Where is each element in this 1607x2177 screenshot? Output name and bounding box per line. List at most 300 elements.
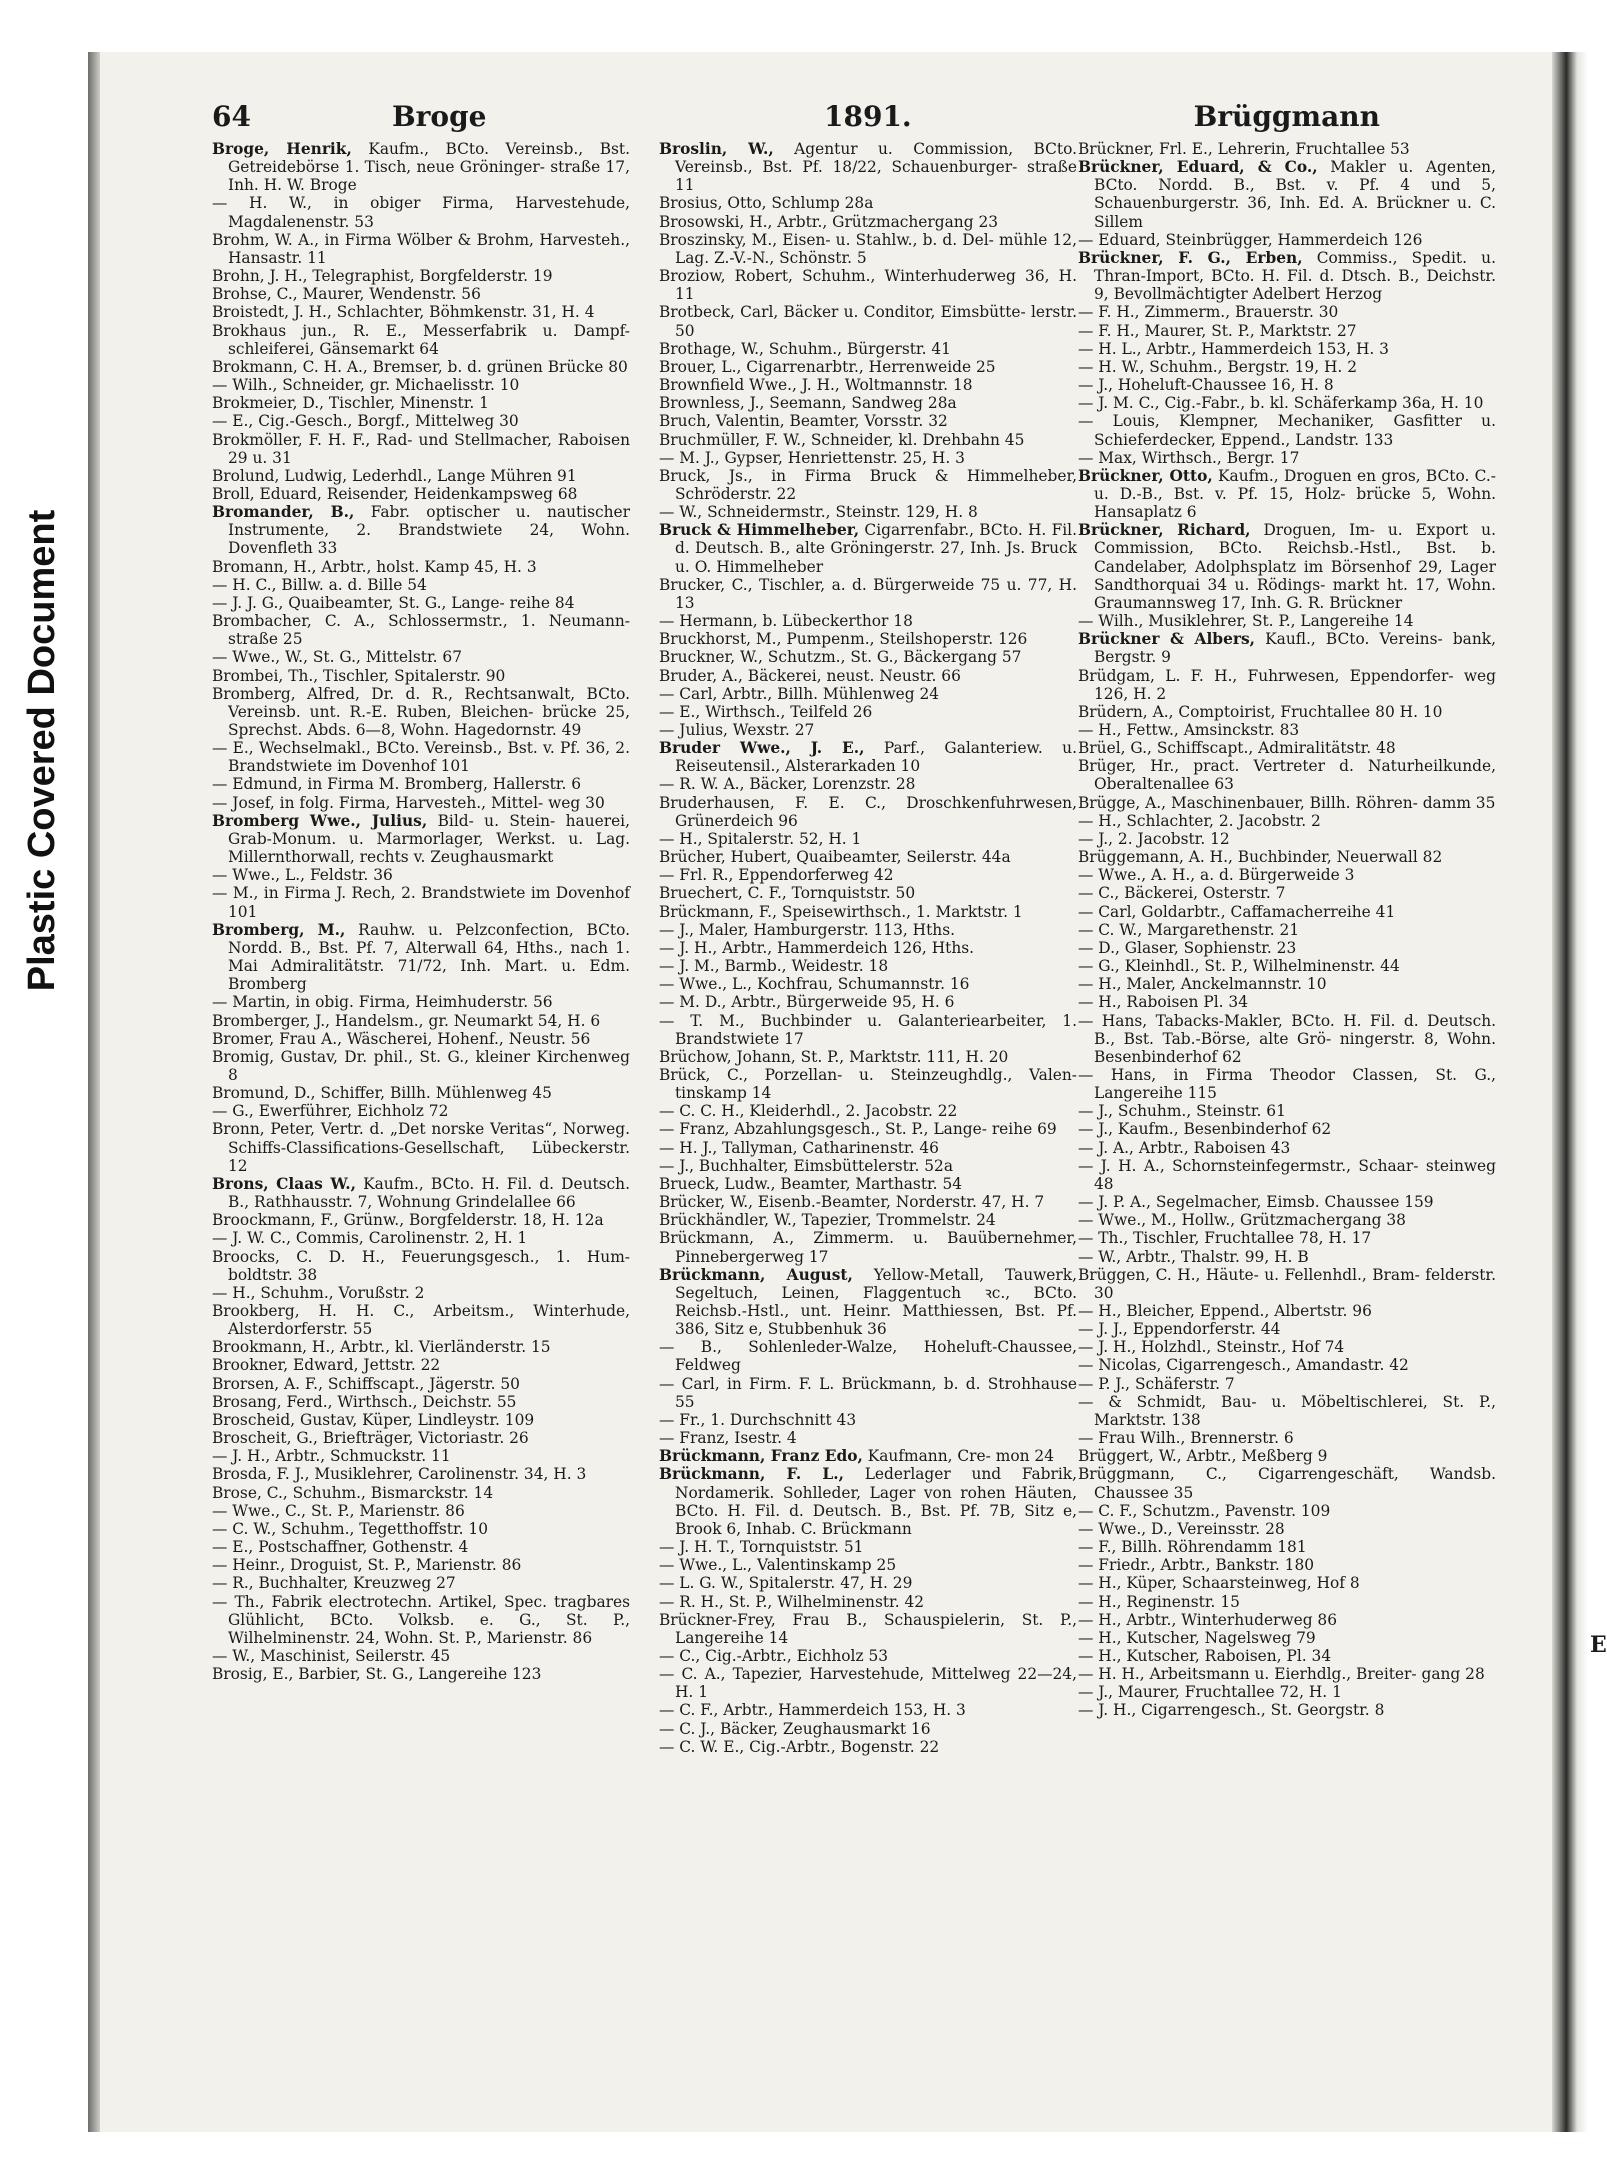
entry-text: Brouer, L., Cigarrenarbtr., Herrenweide 25 [659, 357, 996, 376]
entry-text: — Nicolas, Cigarrengesch., Amandastr. 42 [1078, 1356, 1409, 1375]
entry-text: Brückner-Frey, Frau B., Schauspielerin, St. P., Langereihe 14 [659, 1610, 1077, 1647]
entry-text: — Hermann, b. Lübeckerthor 18 [659, 612, 913, 631]
directory-entry [659, 376, 1077, 394]
entry-text: — J., Schuhm., Steinstr. 61 [1078, 1102, 1286, 1121]
directory-entry [212, 1012, 630, 1030]
directory-entry [659, 1720, 1077, 1738]
entry-name: Brückner, F. G., Erben, [1078, 248, 1303, 267]
side-label-text: Plastic Covered Document [21, 509, 64, 991]
directory-entry [1078, 1229, 1496, 1247]
directory-entry [212, 1375, 630, 1393]
entry-text: Bruckhorst, M., Pumpenm., Steilshoperstr. 126 [659, 630, 1028, 649]
directory-entry [1078, 884, 1496, 902]
directory-entry [659, 1465, 1077, 1538]
entry-text: — J. H., Holzhdl., Steinstr., Hof 74 [1078, 1338, 1345, 1357]
entry-text: Brüggmann, C., Cigarrengeschäft, Wandsb. Chaussee 35 [1078, 1465, 1496, 1502]
directory-entry [1078, 1266, 1496, 1302]
entry-text: — E., Cig.-Gesch., Borgf., Mittelweg 30 [212, 412, 519, 431]
entry-text: Brohn, J. H., Telegraphist, Borgfelderstr. 19 [212, 267, 553, 286]
entry-name: Bromberg Wwe., Julius, [212, 811, 428, 830]
entry-text: Broscheid, Gustav, Küper, Lindleystr. 109 [212, 1410, 535, 1429]
directory-entry [212, 648, 630, 666]
entry-text: — H., Kutscher, Nagelsweg 79 [1078, 1628, 1316, 1647]
directory-entry [659, 848, 1077, 866]
directory-entry [659, 1102, 1077, 1120]
directory-entry [659, 449, 1077, 467]
directory-entry [659, 1012, 1077, 1048]
entry-text: — W., Arbtr., Thalstr. 99, H. B [1078, 1247, 1309, 1266]
entry-text: — C. F., Schutzm., Pavenstr. 109 [1078, 1501, 1331, 1520]
entry-text: Brueck, Ludw., Beamter, Marthastr. 54 [659, 1174, 963, 1193]
directory-entry [1078, 140, 1496, 158]
entry-text: Brüel, G., Schiffscapt., Admiralitätstr. 48 [1078, 739, 1396, 758]
entry-text: — T. M., Buchbinder u. Galanteriearbeiter, 1. Brandstwiete 17 [659, 1011, 1077, 1048]
directory-entry [212, 1393, 630, 1411]
directory-entry [212, 1229, 630, 1247]
page-header [212, 100, 1380, 140]
entry-text: — Friedr., Arbtr., Bankstr. 180 [1078, 1556, 1315, 1575]
entry-text: Rauhw. u. Pelzconfection, BCto. Nordd. B., Bst. Pf. 7, Alterwall 64, Hths., nach 1. Mai Admiralitätstr. 71/72, Inh. Mart. u. Edm. Bromberg [228, 920, 630, 994]
entry-text: Bruckner, W., Schutzm., St. G., Bäckergang 57 [659, 648, 1022, 667]
directory-entry [212, 576, 630, 594]
entry-text: Brückner, Frl. E., Lehrerin, Fruchtallee 53 [1078, 140, 1410, 158]
directory-entry [659, 903, 1077, 921]
entry-text: Brokmann, C. H. A., Bremser, b. d. grünen Brücke 80 [212, 357, 628, 376]
directory-entry [1078, 1593, 1496, 1611]
directory-entry [212, 1556, 630, 1574]
directory-entry [212, 1429, 630, 1447]
directory-entry [1078, 1211, 1496, 1229]
directory-entry [1078, 1665, 1496, 1683]
entry-text: Kaufm., BCto. H. Fil. d. Deutsch. B., Rathhausstr. 7, Wohnung Grindelallee 66 [228, 1174, 630, 1212]
directory-entry [659, 1556, 1077, 1574]
directory-entry [1078, 1302, 1496, 1320]
entry-text: Brüger, Hr., pract. Vertreter d. Naturheilkunde, Oberaltenallee 63 [1078, 757, 1496, 794]
entry-text: Cigarrenfabr., BCto. H. Fil. d. Deutsch. B., alte Gröningerstr. 27, Inh. Js. Bruck u. O. Himmelheber [675, 521, 1077, 576]
header-right-word: Brüggmann [1193, 100, 1380, 133]
entry-text: — & Schmidt, Bau- u. Möbeltischlerei, St. P., Marktstr. 138 [1078, 1392, 1496, 1429]
directory-entry [212, 685, 630, 739]
entry-text: Bruch, Valentin, Beamter, Vorsstr. 32 [659, 412, 948, 431]
entry-text: — H., Arbtr., Winterhuderweg 86 [1078, 1610, 1338, 1629]
entry-text: Bromig, Gustav, Dr. phil., St. G., kleiner Kirchenweg 8 [212, 1047, 630, 1084]
directory-entry [212, 739, 630, 775]
entry-text: Brückhändler, W., Tapezier, Trommelstr. 24 [659, 1211, 996, 1230]
directory-entry [212, 1465, 630, 1483]
entry-text: Brohm, W. A., in Firma Wölber & Brohm, Harvesteh., Hansastr. 11 [212, 230, 630, 267]
directory-entry [212, 921, 630, 994]
entry-text: — Wwe., D., Vereinsstr. 28 [1078, 1519, 1285, 1538]
directory-entry [1078, 1120, 1496, 1138]
directory-entry [659, 194, 1077, 212]
entry-text: — C. W., Margarethenstr. 21 [1078, 920, 1300, 939]
entry-name: Bruder Wwe., J. E., [659, 739, 865, 758]
directory-entry [1078, 1157, 1496, 1193]
entry-text: Brookberg, H. H. C., Arbeitsm., Winterhude, Alsterdorferstr. 55 [212, 1302, 630, 1339]
entry-text: — M. J., Gypser, Henriettenstr. 25, H. 3 [659, 448, 965, 467]
entry-text: — J., Maurer, Fruchtallee 72, H. 1 [1078, 1683, 1342, 1702]
entry-text: — L. G. W., Spitalerstr. 47, H. 29 [659, 1574, 913, 1593]
directory-entry [659, 667, 1077, 685]
directory-entry [212, 285, 630, 303]
entry-text: — Wwe., L., Feldstr. 36 [212, 866, 393, 885]
entry-text: Makler u. Agenten, BCto. Nordd. B., Bst. v. Pf. 4 und 5, Schauenburgerstr. 36, Inh. Ed. A. Brückner u. C. Sillem [1094, 158, 1496, 231]
directory-entry [1078, 866, 1496, 884]
entry-text: — J., Buchhalter, Eimsbüttelerstr. 52a [659, 1156, 954, 1175]
directory-entry [659, 1211, 1077, 1229]
entry-text: — H., Schuhm., Vorußstr. 2 [212, 1283, 425, 1302]
entry-text: Brüdgam, L. F. H., Fuhrwesen, Eppendorfer- weg 126, H. 2 [1078, 666, 1496, 703]
directory-entry [1078, 467, 1496, 521]
directory-entry [1078, 1574, 1496, 1592]
directory-entry [1078, 957, 1496, 975]
entry-text: — J. J., Eppendorferstr. 44 [1078, 1320, 1281, 1339]
directory-entry [659, 1665, 1077, 1701]
directory-entry [1078, 1611, 1496, 1629]
entry-text: — Max, Wirthsch., Bergr. 17 [1078, 448, 1300, 467]
entry-text: — J. P. A., Segelmacher, Eimsb. Chaussee 159 [1078, 1193, 1434, 1212]
directory-entry [1078, 231, 1496, 249]
directory-entry [1078, 1375, 1496, 1393]
entry-text: Broockmann, F., Grünw., Borgfelderstr. 18, H. 12a [212, 1211, 604, 1230]
entry-text: Droguen, Im- u. Export u. Commission, BCto. Reichsb.-Hstl., Bst. b. Candelaber, Adolphsplatz im Börsenhof 29, Lager Sandthorquai 34 u. Rödings- markt ht. 17, Wohn. Graumannsweg 17, Inh. G. R. Brückner [1094, 521, 1496, 612]
entry-text: Kaufl., BCto. Vereins- bank, Bergstr. 9 [1094, 630, 1496, 667]
directory-entry [1078, 1502, 1496, 1520]
entry-name: Bromberg, M., [212, 920, 346, 939]
directory-entry [212, 1502, 630, 1520]
directory-entry [659, 1157, 1077, 1175]
directory-entry [659, 1048, 1077, 1066]
directory-entry [659, 1447, 1077, 1465]
directory-entry [1078, 521, 1496, 612]
entry-text: — W., Maschinist, Seilerstr. 45 [212, 1646, 451, 1665]
directory-entry [659, 1120, 1077, 1138]
entry-text: — M. D., Arbtr., Bürgerweide 95, H. 6 [659, 993, 955, 1012]
entry-text: — D., Glaser, Sophienstr. 23 [1078, 938, 1297, 957]
directory-entry [659, 394, 1077, 412]
entry-text: Brohse, C., Maurer, Wendenstr. 56 [212, 285, 481, 304]
entry-text: — Franz, Abzahlungsgesch., St. P., Lange- reihe 69 [659, 1120, 1057, 1139]
entry-text: — J. J. G., Quaibeamter, St. G., Lange- reihe 84 [212, 593, 575, 612]
entry-text: — Hans, in Firma Theodor Classen, St. G., Langereihe 115 [1078, 1065, 1496, 1103]
entry-text: — Eduard, Steinbrügger, Hammerdeich 126 [1078, 230, 1423, 249]
directory-entry [212, 1048, 630, 1084]
directory-entry [212, 1665, 630, 1683]
entry-text: — E., Wirthsch., Teilfeld 26 [659, 702, 873, 721]
entry-text: — H., Küper, Schaarsteinweg, Hof 8 [1078, 1574, 1360, 1593]
directory-entry [659, 340, 1077, 358]
entry-text: — R., Buchhalter, Kreuzweg 27 [212, 1574, 456, 1593]
directory-entry [659, 213, 1077, 231]
entry-text: — H. W., Schuhm., Bergstr. 19, H. 2 [1078, 357, 1357, 376]
spine-mark: E [1590, 1632, 1607, 1658]
entry-text: Bromberg, Alfred, Dr. d. R., Rechtsanwalt, BCto. Vereinsb. unt. R.-E. Ruben, Bleichen- brücke 25, Sprechst. Abds. 6—8, Wohn. Hagedornstr. 49 [212, 684, 630, 739]
directory-entry [1078, 975, 1496, 993]
column-2 [659, 140, 1077, 2100]
directory-entry [659, 884, 1077, 902]
entry-text: Brombei, Th., Tischler, Spitalerstr. 90 [212, 666, 506, 685]
directory-entry [1078, 812, 1496, 830]
directory-entry [1078, 1102, 1496, 1120]
directory-entry [212, 1538, 630, 1556]
directory-entry [212, 1248, 630, 1284]
directory-entry [659, 1411, 1077, 1429]
entry-text: — J. H., Arbtr., Hammerdeich 126, Hths. [659, 938, 975, 957]
directory-entry [1078, 412, 1496, 448]
entry-text: Brück, C., Porzellan- u. Steinzeughdlg., Valen- tinskamp 14 [659, 1065, 1077, 1103]
directory-entry [1078, 1701, 1496, 1719]
entry-text: Brosig, E., Barbier, St. G., Langereihe 123 [212, 1665, 542, 1684]
entry-text: — Julius, Wexstr. 27 [659, 721, 815, 739]
entry-text: — R. W. A., Bäcker, Lorenzstr. 28 [659, 775, 916, 794]
entry-text: — P. J., Schäferstr. 7 [1078, 1374, 1235, 1393]
entry-text: Brownfield Wwe., J. H., Woltmannstr. 18 [659, 376, 973, 395]
directory-entry [1078, 394, 1496, 412]
entry-text: — J., Hoheluft-Chaussee 16, H. 8 [1078, 376, 1334, 395]
entry-text: Brosang, Ferd., Wirthsch., Deichstr. 55 [212, 1392, 517, 1411]
directory-entry [659, 921, 1077, 939]
entry-text: Brownless, J., Seemann, Sandweg 28a [659, 394, 957, 413]
page-number: 64 [212, 100, 251, 133]
entry-text: Brosius, Otto, Schlump 28a [659, 194, 874, 213]
column-3 [1078, 140, 1496, 2100]
entry-text: Brücher, Hubert, Quaibeamter, Seilerstr. 44a [659, 848, 1011, 867]
entry-text: — J. H., Arbtr., Schmuckstr. 11 [212, 1447, 451, 1466]
entry-text: Brosowski, H., Arbtr., Grützmachergang 23 [659, 212, 999, 231]
entry-text: Bruchmüller, F. W., Schneider, kl. Drehbahn 45 [659, 430, 1025, 449]
directory-entry [659, 467, 1077, 503]
directory-entry [1078, 1356, 1496, 1374]
entry-text: — J. H. A., Schornsteinfegermstr., Schaar- steinweg 48 [1078, 1156, 1496, 1193]
directory-entry [212, 1302, 630, 1338]
entry-text: — J., Kaufm., Besenbinderhof 62 [1078, 1120, 1332, 1139]
entry-text: — Franz, Isestr. 4 [659, 1429, 797, 1448]
entry-text: Kaufm., Droguen en gros, BCto. C.- u. D.-B., Bst. v. Pf. 15, Holz- brücke 5, Wohn. Hansaplatz 6 [1094, 466, 1496, 522]
directory-entry [1078, 1248, 1496, 1266]
directory-entry [659, 721, 1077, 739]
directory-entry [212, 558, 630, 576]
entry-text: — Carl, Arbtr., Billh. Mühlenweg 24 [659, 684, 940, 703]
entry-text: Brothage, W., Schuhm., Bürgerstr. 41 [659, 339, 951, 358]
directory-entry [212, 612, 630, 648]
entry-text: Agentur u. Commission, BCto. Vereinsb., Bst. Pf. 18/22, Schauenburger- straße 11 [675, 140, 1077, 195]
entry-text: Bromberger, J., Handelsm., gr. Neumarkt 54, H. 6 [212, 1011, 601, 1030]
directory-entry [1078, 721, 1496, 739]
directory-entry [659, 1229, 1077, 1265]
entry-text: — H., Schlachter, 2. Jacobstr. 2 [1078, 811, 1321, 830]
entry-text: Brüggemann, A. H., Buchbinder, Neuerwall 82 [1078, 848, 1443, 867]
entry-text: — Th., Fabrik electrotechn. Artikel, Spec. tragbares Glühlicht, BCto. Volksb. e. G., St. P., Wilhelminenstr. 24, Wohn. St. P., Marienstr. 86 [212, 1592, 630, 1647]
entry-text: Yellow-Metall, Tauwerk, Segeltuch, Leinen, Flaggentuch ꝛc., BCto. Reichsb.-Hstl., unt. Heinr. Matthiessen, Bst. Pf. 386, Sitz e, Stubbenhuk 36 [675, 1265, 1077, 1339]
directory-entry [212, 303, 630, 321]
entry-text: — H., Kutscher, Raboisen, Pl. 34 [1078, 1646, 1332, 1665]
entry-text: — J. M., Barmb., Weidestr. 18 [659, 957, 889, 976]
entry-text: — C., Cig.-Arbtr., Eichholz 53 [659, 1646, 889, 1665]
entry-text: Bromund, D., Schiffer, Billh. Mühlenweg 45 [212, 1084, 552, 1103]
directory-entry [659, 648, 1077, 666]
entry-text: — J., Maler, Hamburgerstr. 113, Hths. [659, 920, 955, 939]
directory-entry [1078, 1066, 1496, 1102]
directory-entry [659, 1738, 1077, 1756]
entry-text: — Carl, in Firm. F. L. Brückmann, b. d. Strohhause 55 [659, 1374, 1077, 1411]
directory-entry [1078, 993, 1496, 1011]
directory-entry [212, 1084, 630, 1102]
directory-entry [659, 1593, 1077, 1611]
entry-text: — E., Postschaffner, Gothenstr. 4 [212, 1538, 469, 1557]
entry-text: — J. M. C., Cig.-Fabr., b. kl. Schäferkamp 36a, H. 10 [1078, 394, 1484, 413]
entry-text: Broistedt, J. H., Schlachter, Böhmkenstr. 31, H. 4 [212, 303, 595, 322]
directory-entry [659, 975, 1077, 993]
entry-text: — Th., Tischler, Fruchtallee 78, H. 17 [1078, 1229, 1372, 1248]
directory-entry [212, 1102, 630, 1120]
directory-entry [659, 1574, 1077, 1592]
directory-entry [212, 1356, 630, 1374]
entry-text: Kaufm., BCto. Vereinsb., Bst. Getreidebörse 1. Tisch, neue Gröninger- straße 17, Inh. H. W. Broge [228, 140, 630, 195]
directory-entry [659, 1647, 1077, 1665]
entry-text: — F. H., Maurer, St. P., Marktstr. 27 [1078, 321, 1357, 340]
entry-text: — C. J., Bäcker, Zeughausmarkt 16 [659, 1719, 931, 1738]
directory-entry [212, 1175, 630, 1211]
entry-text: Broszinsky, M., Eisen- u. Stahlw., b. d. Del- mühle 12, Lag. Z.-V.-N., Schönstr. 5 [659, 230, 1077, 267]
header-left-word: Broge [392, 100, 487, 133]
entry-text: — R. H., St. P., Wilhelminenstr. 42 [659, 1592, 925, 1611]
directory-entry [1078, 1465, 1496, 1501]
directory-entry [212, 376, 630, 394]
directory-entry [659, 303, 1077, 339]
directory-entry [1078, 1447, 1496, 1465]
directory-entry [1078, 1556, 1496, 1574]
entry-name: Brückner, Eduard, & Co., [1078, 158, 1318, 177]
page-right-edge [1552, 52, 1588, 2132]
entry-text: — Hans, Tabacks-Makler, BCto. H. Fil. d. Deutsch. B., Bst. Tab.-Börse, alte Grö- ningerstr. 8, Wohn. Besenbinderhof 62 [1078, 1011, 1496, 1066]
entry-text: Brückmann, F., Speisewirthsch., 1. Marktstr. 1 [659, 902, 1023, 921]
directory-entry [212, 1647, 630, 1665]
directory-entry [212, 1211, 630, 1229]
directory-entry [212, 1030, 630, 1048]
directory-entry [659, 412, 1077, 430]
directory-entry [212, 794, 630, 812]
directory-entry [212, 667, 630, 685]
entry-text: — H. W., in obiger Firma, Harvestehude, Magdalenenstr. 53 [212, 194, 630, 231]
entry-name: Bromander, B., [212, 503, 355, 522]
entry-text: Commiss., Spedit. u. Thran-Import, BCto. H. Fil. d. Dtsch. B., Deichstr. 9, Bevollmächtigter Adelbert Herzog [1094, 248, 1496, 304]
directory-entry [1078, 1338, 1496, 1356]
directory-entry [659, 612, 1077, 630]
directory-entry [659, 1375, 1077, 1411]
directory-entry [212, 431, 630, 467]
directory-entry [659, 1139, 1077, 1157]
entry-text: Broziow, Robert, Schuhm., Winterhuderweg 36, H. 11 [659, 267, 1077, 304]
directory-entry [1078, 322, 1496, 340]
directory-entry [1078, 358, 1496, 376]
directory-entry [1078, 921, 1496, 939]
entry-text: Brookner, Edward, Jettstr. 22 [212, 1356, 441, 1375]
directory-entry [659, 993, 1077, 1011]
entry-text: Brucker, C., Tischler, a. d. Bürgerweide 75 u. 77, H. 13 [659, 575, 1077, 612]
directory-entry [1078, 1429, 1496, 1447]
directory-entry [212, 485, 630, 503]
directory-entry [212, 140, 630, 194]
entry-text: — Carl, Goldarbtr., Caffamacherreihe 41 [1078, 902, 1396, 921]
column-1 [212, 140, 630, 2100]
directory-entry [212, 1520, 630, 1538]
page-left-edge [88, 52, 100, 2132]
directory-entry [1078, 303, 1496, 321]
entry-name: Broge, Henrik, [212, 140, 352, 158]
entry-text: Broocks, C. D. H., Feuerungsgesch., 1. Hum- boldtstr. 38 [212, 1247, 630, 1284]
entry-text: Lederlager und Fabrik, Nordamerik. Sohlleder, Lager von rohen Häuten, BCto. H. Fil. d. Deutsch. B., Bst. Pf. 7B, Sitz e, Brook 6, Inhab. C. Brückmann [675, 1465, 1078, 1538]
entry-name: Brons, Claas W., [212, 1174, 357, 1193]
entry-text: Bruechert, C. F., Tornquiststr. 50 [659, 884, 916, 903]
entry-text: Bromer, Frau A., Wäscherei, Hohenf., Neustr. 56 [212, 1029, 591, 1048]
directory-entry [659, 503, 1077, 521]
directory-entry [659, 140, 1077, 194]
directory-entry [1078, 158, 1496, 231]
directory-entry [1078, 1683, 1496, 1701]
entry-text: Brotbeck, Carl, Bäcker u. Conditor, Eimsbütte- lerstr. 50 [659, 303, 1077, 340]
entry-text: — C., Bäckerei, Osterstr. 7 [1078, 884, 1286, 903]
directory-entry [659, 358, 1077, 376]
entry-text: Brüggert, W., Arbtr., Meßberg 9 [1078, 1447, 1328, 1466]
directory-entry [659, 775, 1077, 793]
entry-name: Brückner, Richard, [1078, 521, 1251, 540]
entry-name: Brückmann, August, [659, 1265, 853, 1284]
entry-text: — H., Fettw., Amsinckstr. 83 [1078, 721, 1300, 739]
directory-entry [1078, 757, 1496, 793]
directory-entry [1078, 739, 1496, 757]
directory-entry [212, 884, 630, 920]
directory-entry [659, 830, 1077, 848]
directory-entry [659, 1611, 1077, 1647]
entry-text: Bronn, Peter, Vertr. d. „Det norske Veritas“, Norweg. Schiffs-Classifications-Gesellschaft, Lübeckerstr. 12 [212, 1120, 630, 1175]
directory-entry [212, 866, 630, 884]
directory-entry [1078, 939, 1496, 957]
directory-entry [1078, 449, 1496, 467]
entry-text: Brorsen, A. F., Schiffscapt., Jägerstr. 50 [212, 1374, 520, 1393]
entry-text: — H. C., Billw. a. d. Bille 54 [212, 575, 427, 594]
directory-entry [659, 1338, 1077, 1374]
directory-entry [212, 412, 630, 430]
directory-entry [212, 394, 630, 412]
entry-text: Brokhaus jun., R. E., Messerfabrik u. Dampf- schleiferei, Gänsemarkt 64 [212, 321, 630, 358]
entry-text: Broll, Eduard, Reisender, Heidenkampsweg 68 [212, 484, 578, 503]
entry-text: — Wwe., L., Kochfrau, Schumannstr. 16 [659, 975, 970, 994]
entry-text: — H., Raboisen Pl. 34 [1078, 993, 1248, 1012]
directory-entry [659, 1538, 1077, 1556]
entry-text: Brokmöller, F. H. F., Rad- und Stellmacher, Raboisen 29 u. 31 [212, 430, 630, 467]
directory-entry [1078, 1520, 1496, 1538]
entry-text: Brokmeier, D., Tischler, Minenstr. 1 [212, 394, 489, 413]
entry-text: — C. A., Tapezier, Harvestehude, Mittelweg 22—24, H. 1 [659, 1665, 1077, 1702]
directory-entry [659, 267, 1077, 303]
directory-entry [659, 521, 1077, 575]
entry-text: — H., Spitalerstr. 52, H. 1 [659, 829, 862, 848]
directory-entry [1078, 249, 1496, 303]
directory-entry [212, 1593, 630, 1647]
entry-text: — Frau Wilh., Brennerstr. 6 [1078, 1429, 1294, 1448]
directory-entry [1078, 1393, 1496, 1429]
directory-entry [659, 1175, 1077, 1193]
directory-entry [659, 1429, 1077, 1447]
directory-entry [1078, 340, 1496, 358]
entry-text: — Wilh., Schneider, gr. Michaelisstr. 10 [212, 376, 520, 395]
entry-name: Brückner, Otto, [1078, 466, 1213, 485]
directory-entry [212, 1447, 630, 1465]
directory-entry [212, 1484, 630, 1502]
entry-name: Brückner & Albers, [1078, 630, 1255, 649]
directory-entry [212, 1338, 630, 1356]
side-label [8, 410, 78, 1090]
